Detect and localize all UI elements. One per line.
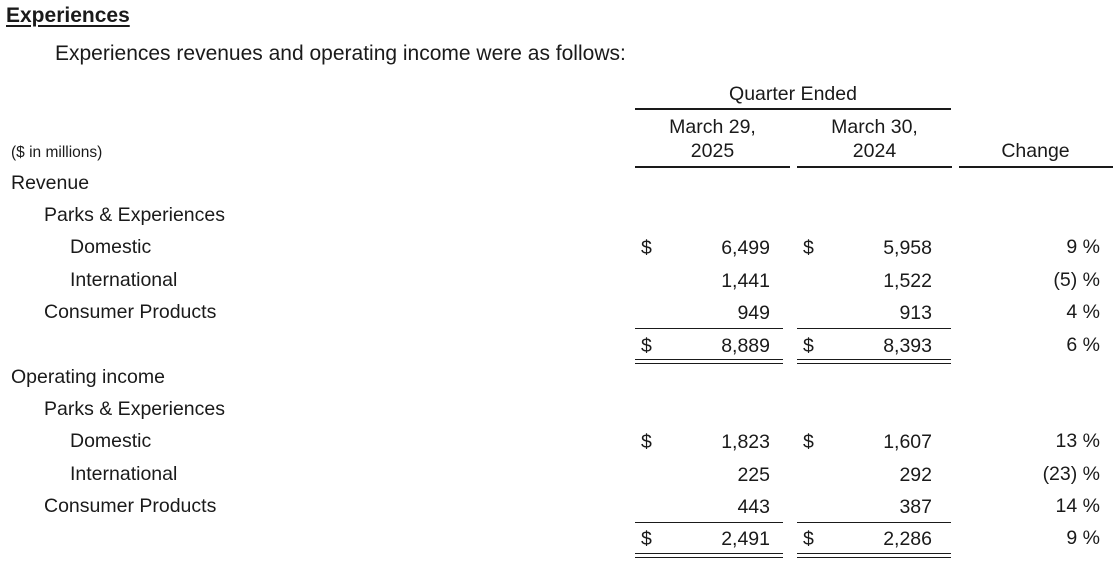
revenue-total-double-rule-col2 bbox=[797, 359, 951, 364]
revenue-international-cur: 1,441 bbox=[721, 270, 770, 292]
revenue-total-cur-symbol: $ bbox=[641, 335, 652, 357]
revenue-domestic-prior-symbol: $ bbox=[803, 237, 814, 259]
revenue-consumer-change: 4 % bbox=[1066, 301, 1100, 323]
operating-income-domestic-cur-symbol: $ bbox=[641, 431, 652, 453]
revenue-parks-label: Parks & Experiences bbox=[44, 204, 225, 226]
revenue-international-change: (5) % bbox=[1053, 269, 1100, 291]
revenue-domestic-cur-symbol: $ bbox=[641, 237, 652, 259]
operating-income-international-prior: 292 bbox=[899, 464, 932, 486]
operating-income-label: Operating income bbox=[11, 366, 165, 388]
revenue-domestic-cur: 6,499 bbox=[721, 237, 770, 259]
revenue-subtotal-rule-col1 bbox=[635, 328, 783, 329]
operating-income-domestic-prior-symbol: $ bbox=[803, 431, 814, 453]
revenue-domestic-change: 9 % bbox=[1066, 236, 1100, 258]
revenue-total-double-rule-col1 bbox=[635, 359, 783, 364]
operating-income-subtotal-rule-col2 bbox=[797, 522, 951, 523]
revenue-international-prior: 1,522 bbox=[883, 270, 932, 292]
revenue-consumer-cur: 949 bbox=[737, 302, 770, 324]
operating-income-total-change: 9 % bbox=[1066, 527, 1100, 549]
col2-header-line2: 2024 bbox=[852, 140, 897, 162]
revenue-total-cur: 8,889 bbox=[721, 335, 770, 357]
operating-income-international-cur: 225 bbox=[737, 464, 770, 486]
operating-income-total-cur-symbol: $ bbox=[641, 528, 652, 550]
operating-income-international-change: (23) % bbox=[1042, 463, 1100, 485]
period-header: Quarter Ended bbox=[729, 83, 857, 105]
operating-income-consumer-cur: 443 bbox=[737, 496, 770, 518]
col2-header-rule bbox=[797, 166, 952, 168]
operating-income-consumer-change: 14 % bbox=[1055, 495, 1100, 517]
col1-header-rule bbox=[635, 166, 790, 168]
change-header-rule bbox=[959, 166, 1113, 168]
section-title: Experiences bbox=[6, 4, 130, 27]
operating-income-domestic-cur: 1,823 bbox=[721, 431, 770, 453]
operating-income-total-prior-symbol: $ bbox=[803, 528, 814, 550]
revenue-international-label: International bbox=[70, 269, 178, 291]
col1-header-line2: 2025 bbox=[690, 140, 735, 162]
operating-income-domestic-label: Domestic bbox=[70, 430, 152, 452]
revenue-total-change: 6 % bbox=[1066, 334, 1100, 356]
change-header: Change bbox=[1001, 140, 1070, 162]
operating-income-subtotal-rule-col1 bbox=[635, 522, 783, 523]
revenue-total-prior-symbol: $ bbox=[803, 335, 814, 357]
intro-text: Experiences revenues and operating income were as follows: bbox=[55, 42, 626, 65]
operating-income-parks-label: Parks & Experiences bbox=[44, 398, 225, 420]
operating-income-domestic-change: 13 % bbox=[1055, 430, 1100, 452]
revenue-domestic-prior: 5,958 bbox=[883, 237, 932, 259]
operating-income-domestic-prior: 1,607 bbox=[883, 431, 932, 453]
revenue-consumer-label: Consumer Products bbox=[44, 301, 217, 323]
operating-income-total-cur: 2,491 bbox=[721, 528, 770, 550]
revenue-consumer-prior: 913 bbox=[899, 302, 932, 324]
period-header-rule bbox=[635, 108, 951, 110]
operating-income-consumer-prior: 387 bbox=[899, 496, 932, 518]
revenue-domestic-label: Domestic bbox=[70, 236, 152, 258]
operating-income-total-prior: 2,286 bbox=[883, 528, 932, 550]
revenue-total-prior: 8,393 bbox=[883, 335, 932, 357]
operating-income-international-label: International bbox=[70, 463, 178, 485]
revenue-label: Revenue bbox=[11, 172, 90, 194]
operating-income-total-double-rule-col1 bbox=[635, 553, 783, 558]
col1-header-line1: March 29, bbox=[669, 116, 756, 138]
units-label: ($ in millions) bbox=[11, 144, 103, 161]
col2-header-line1: March 30, bbox=[831, 116, 918, 138]
operating-income-consumer-label: Consumer Products bbox=[44, 495, 217, 517]
operating-income-total-double-rule-col2 bbox=[797, 553, 951, 558]
revenue-subtotal-rule-col2 bbox=[797, 328, 951, 329]
